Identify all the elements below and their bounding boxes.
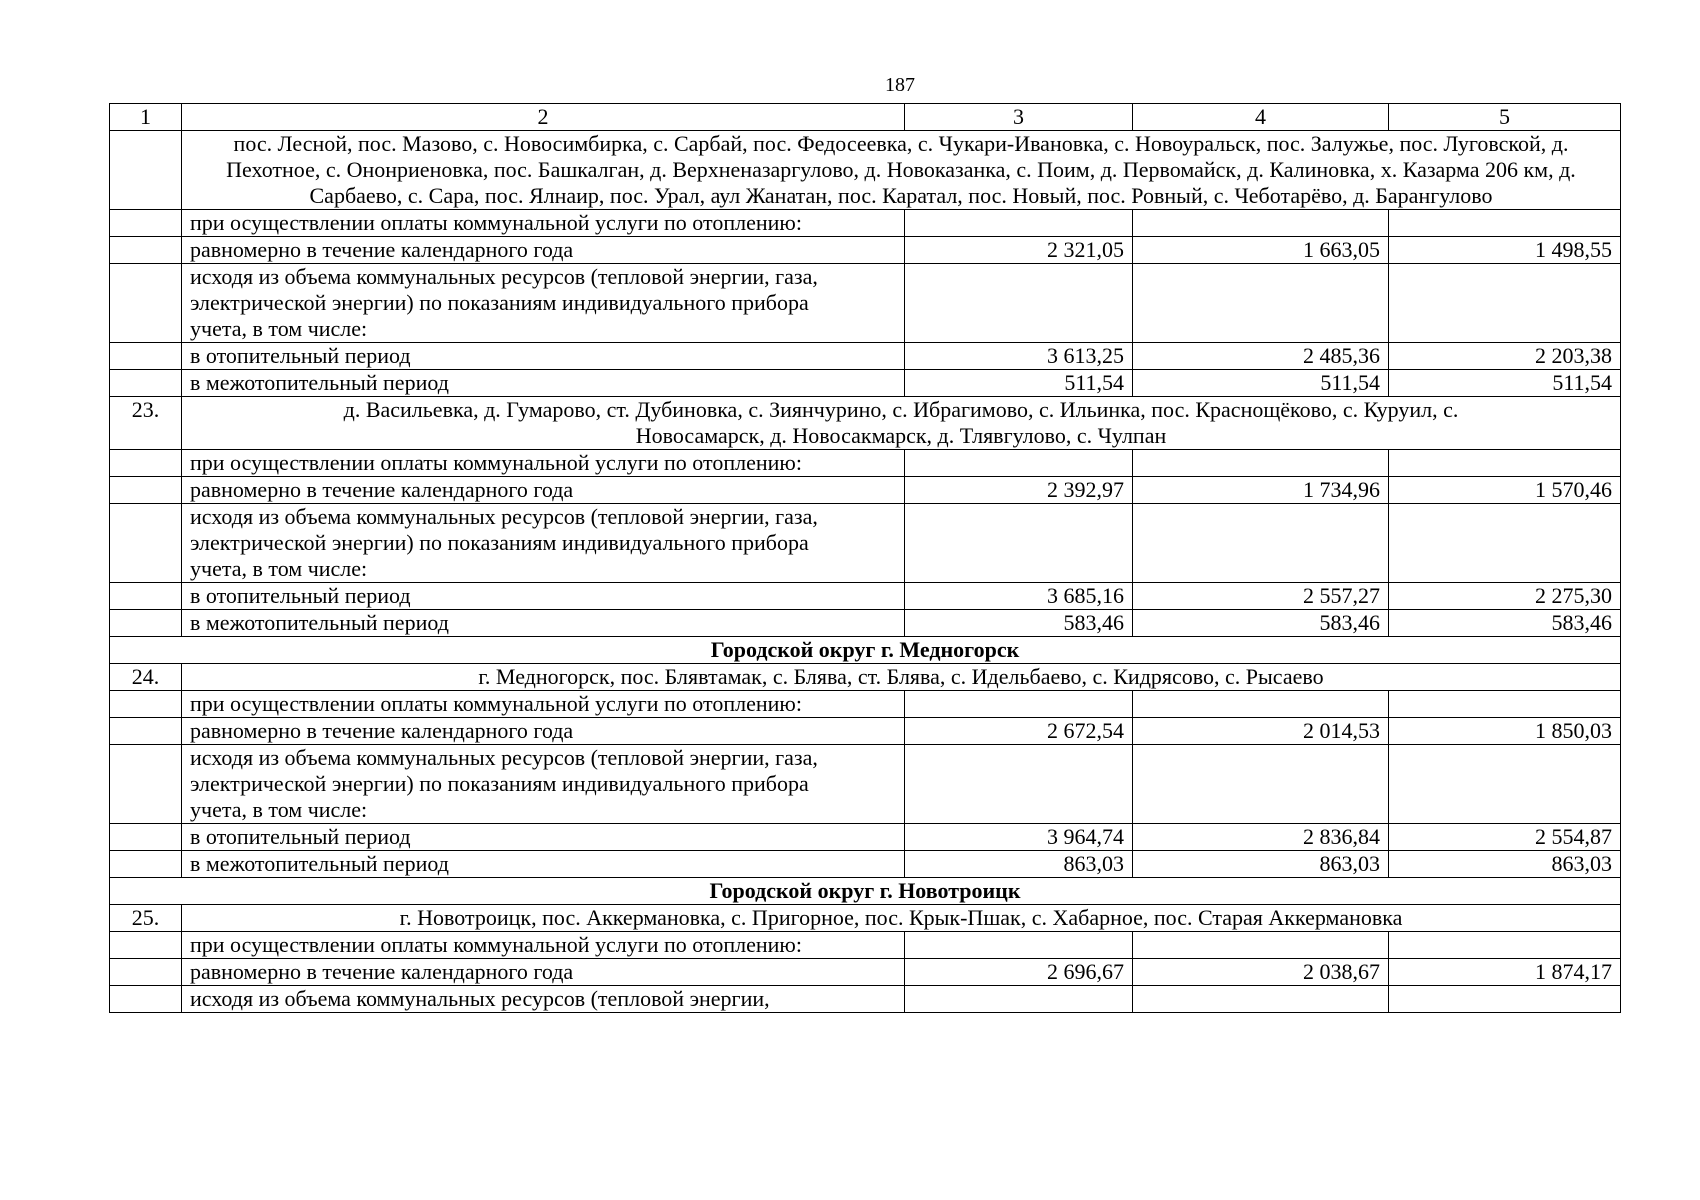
row-label: равномерно в течение календарного года [182, 477, 905, 504]
locality-list: г. Новотроицк, пос. Аккермановка, с. Пригорное, пос. Крык-Пшак, с. Хабарное, пос. Старая Аккермановка [182, 905, 1621, 932]
value-cell: 1 663,05 [1133, 237, 1389, 264]
tariff-table [109, 103, 1621, 1013]
table-row [110, 370, 1621, 397]
row-label: при осуществлении оплаты коммунальной услуги по отоплению: [182, 691, 905, 718]
value-cell: 3 964,74 [905, 824, 1133, 851]
value-cell: 2 672,54 [905, 718, 1133, 745]
locality-list: д. Васильевка, д. Гумарово, ст. Дубиновка, с. Зиянчурино, с. Ибрагимово, с. Ильинка, пос. Краснощёково, с. Куруил, с. Новосамарск, д. Новосакмарск, д. Тлявгулово, с. Чулпан [182, 397, 1621, 450]
row-label: исходя из объема коммунальных ресурсов (тепловой энергии, [182, 986, 905, 1013]
page-number: 187 [885, 74, 915, 96]
row-label: исходя из объема коммунальных ресурсов (тепловой энергии, газа, электрической энергии) по показаниям индивидуального прибора учета, в том числе: [182, 504, 905, 583]
value-cell: 583,46 [905, 610, 1133, 637]
value-cell: 511,54 [905, 370, 1133, 397]
row-label: в отопительный период [182, 343, 905, 370]
row-number: 23. [110, 397, 182, 450]
value-cell: 2 696,67 [905, 959, 1133, 986]
group-heading: Городской округ г. Новотроицк [110, 878, 1621, 905]
column-header: 2 [182, 104, 905, 131]
value-cell: 1 498,55 [1389, 237, 1621, 264]
column-header: 5 [1389, 104, 1621, 131]
row-label: исходя из объема коммунальных ресурсов (тепловой энергии, газа, электрической энергии) по показаниям индивидуального прибора учета, в том числе: [182, 264, 905, 343]
row-label: равномерно в течение календарного года [182, 959, 905, 986]
table-row [110, 959, 1621, 986]
row-label: исходя из объема коммунальных ресурсов (тепловой энергии, газа, электрической энергии) по показаниям индивидуального прибора учета, в том числе: [182, 745, 905, 824]
value-cell: 2 275,30 [1389, 583, 1621, 610]
row-label: в межотопительный период [182, 851, 905, 878]
row-label: при осуществлении оплаты коммунальной услуги по отоплению: [182, 450, 905, 477]
value-cell: 2 321,05 [905, 237, 1133, 264]
value-cell: 2 836,84 [1133, 824, 1389, 851]
value-cell: 2 392,97 [905, 477, 1133, 504]
locality-list: г. Медногорск, пос. Блявтамак, с. Блява, ст. Блява, с. Идельбаево, с. Кидрясово, с. Рысаево [182, 664, 1621, 691]
table-row [110, 264, 1621, 343]
table-row [110, 932, 1621, 959]
row-label: в межотопительный период [182, 610, 905, 637]
value-cell: 583,46 [1133, 610, 1389, 637]
row-label: в отопительный период [182, 824, 905, 851]
table-row [110, 210, 1621, 237]
column-header: 1 [110, 104, 182, 131]
value-cell: 511,54 [1389, 370, 1621, 397]
locality-row [110, 905, 1621, 932]
value-cell: 3 685,16 [905, 583, 1133, 610]
value-cell: 2 557,27 [1133, 583, 1389, 610]
value-cell: 583,46 [1389, 610, 1621, 637]
row-label: равномерно в течение календарного года [182, 718, 905, 745]
value-cell: 3 613,25 [905, 343, 1133, 370]
value-cell: 863,03 [905, 851, 1133, 878]
locality-row [110, 664, 1621, 691]
table-row [110, 610, 1621, 637]
table-row [110, 477, 1621, 504]
group-heading-row [110, 637, 1621, 664]
value-cell: 1 874,17 [1389, 959, 1621, 986]
value-cell: 863,03 [1133, 851, 1389, 878]
row-label: в межотопительный период [182, 370, 905, 397]
value-cell: 2 014,53 [1133, 718, 1389, 745]
value-cell: 2 554,87 [1389, 824, 1621, 851]
locality-row [110, 131, 1621, 210]
value-cell: 511,54 [1133, 370, 1389, 397]
row-label: в отопительный период [182, 583, 905, 610]
column-header: 3 [905, 104, 1133, 131]
table-row [110, 851, 1621, 878]
table-row [110, 824, 1621, 851]
row-label: при осуществлении оплаты коммунальной услуги по отоплению: [182, 210, 905, 237]
value-cell: 2 038,67 [1133, 959, 1389, 986]
locality-row [110, 397, 1621, 450]
value-cell: 1 570,46 [1389, 477, 1621, 504]
table-header-row [110, 104, 1621, 131]
table-row [110, 237, 1621, 264]
table-row [110, 343, 1621, 370]
row-label: при осуществлении оплаты коммунальной услуги по отоплению: [182, 932, 905, 959]
table-row [110, 450, 1621, 477]
column-header: 4 [1133, 104, 1389, 131]
value-cell: 2 203,38 [1389, 343, 1621, 370]
row-number: 25. [110, 905, 182, 932]
table-row [110, 986, 1621, 1013]
table-row [110, 583, 1621, 610]
group-heading-row [110, 878, 1621, 905]
locality-list: пос. Лесной, пос. Мазово, с. Новосимбирка, с. Сарбай, пос. Федосеевка, с. Чукари-Ивановка, с. Новоуральск, пос. Залужье, пос. Луговской, д. Пехотное, с. Ононриеновка, пос. Башкалган, д. Верхненазаргулово, д. Новоказанка, с. Поим, д. Первомайск, д. Калиновка, х. Казарма 206 км, д. Сарбаево, с. Сара, пос. Ялнаир, пос. Урал, аул Жанатан, пос. Каратал, пос. Новый, пос. Ровный, с. Чеботарёво, д. Барангулово [182, 131, 1621, 210]
group-heading: Городской округ г. Медногорск [110, 637, 1621, 664]
value-cell: 1 734,96 [1133, 477, 1389, 504]
table-row [110, 504, 1621, 583]
table-row [110, 745, 1621, 824]
table-row [110, 691, 1621, 718]
value-cell: 2 485,36 [1133, 343, 1389, 370]
row-label: равномерно в течение календарного года [182, 237, 905, 264]
value-cell: 1 850,03 [1389, 718, 1621, 745]
row-number: 24. [110, 664, 182, 691]
value-cell: 863,03 [1389, 851, 1621, 878]
table-row [110, 718, 1621, 745]
